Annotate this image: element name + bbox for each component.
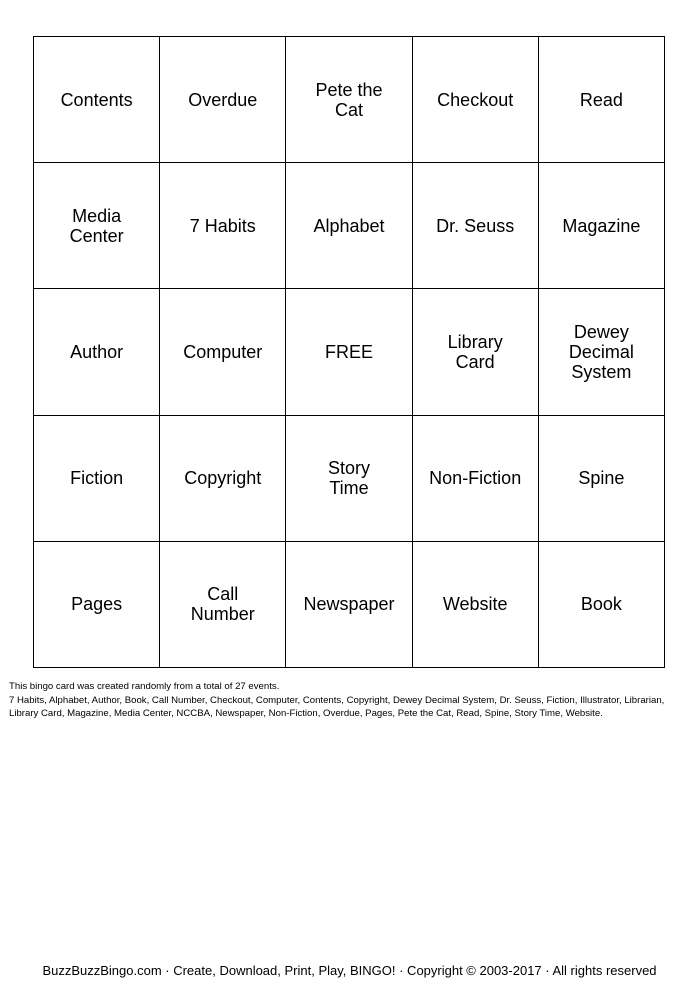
bingo-cell: Contents <box>34 37 160 163</box>
bingo-cell: Non-Fiction <box>413 416 539 542</box>
bingo-cell: Dewey Decimal System <box>539 289 665 415</box>
bingo-card-grid <box>33 36 665 668</box>
bingo-cell: Author <box>34 289 160 415</box>
bingo-cell: Dr. Seuss <box>413 163 539 289</box>
bingo-cell: Alphabet <box>286 163 412 289</box>
bingo-cell: Library Card <box>413 289 539 415</box>
bingo-cell: Pages <box>34 542 160 668</box>
bingo-cell: 7 Habits <box>160 163 286 289</box>
bingo-cell: Read <box>539 37 665 163</box>
bingo-cell: Fiction <box>34 416 160 542</box>
bingo-cell: Media Center <box>34 163 160 289</box>
bingo-cell: Newspaper <box>286 542 412 668</box>
bingo-cell: Book <box>539 542 665 668</box>
bingo-cell: Call Number <box>160 542 286 668</box>
bingo-cell: Spine <box>539 416 665 542</box>
bingo-cell: Pete the Cat <box>286 37 412 163</box>
bingo-cell: Magazine <box>539 163 665 289</box>
event-list: 7 Habits, Alphabet, Author, Book, Call Number, Checkout, Computer, Contents, Copyright, Dewey Decimal System, Dr. Seuss, Fiction, Illustrator, Librarian, Library Card, Magazine, Media Center, NCCBA, Newspaper, Non-Fiction, Overdue, Pages, Pete the Cat, Read, Spine, Story Time, Website. <box>9 694 665 719</box>
card-notes <box>9 680 691 721</box>
page-footer: BuzzBuzzBingo.com · Create, Download, Print, Play, BINGO! · Copyright © 2003-2017 · All rights reserved <box>42 963 657 978</box>
bingo-cell: Computer <box>160 289 286 415</box>
bingo-cell: Overdue <box>160 37 286 163</box>
bingo-cell: Website <box>413 542 539 668</box>
bingo-cell: Checkout <box>413 37 539 163</box>
card-summary: This bingo card was created randomly from a total of 27 events. <box>9 681 280 692</box>
bingo-free-cell: FREE <box>286 289 412 415</box>
bingo-cell: Copyright <box>160 416 286 542</box>
bingo-cell: Story Time <box>286 416 412 542</box>
